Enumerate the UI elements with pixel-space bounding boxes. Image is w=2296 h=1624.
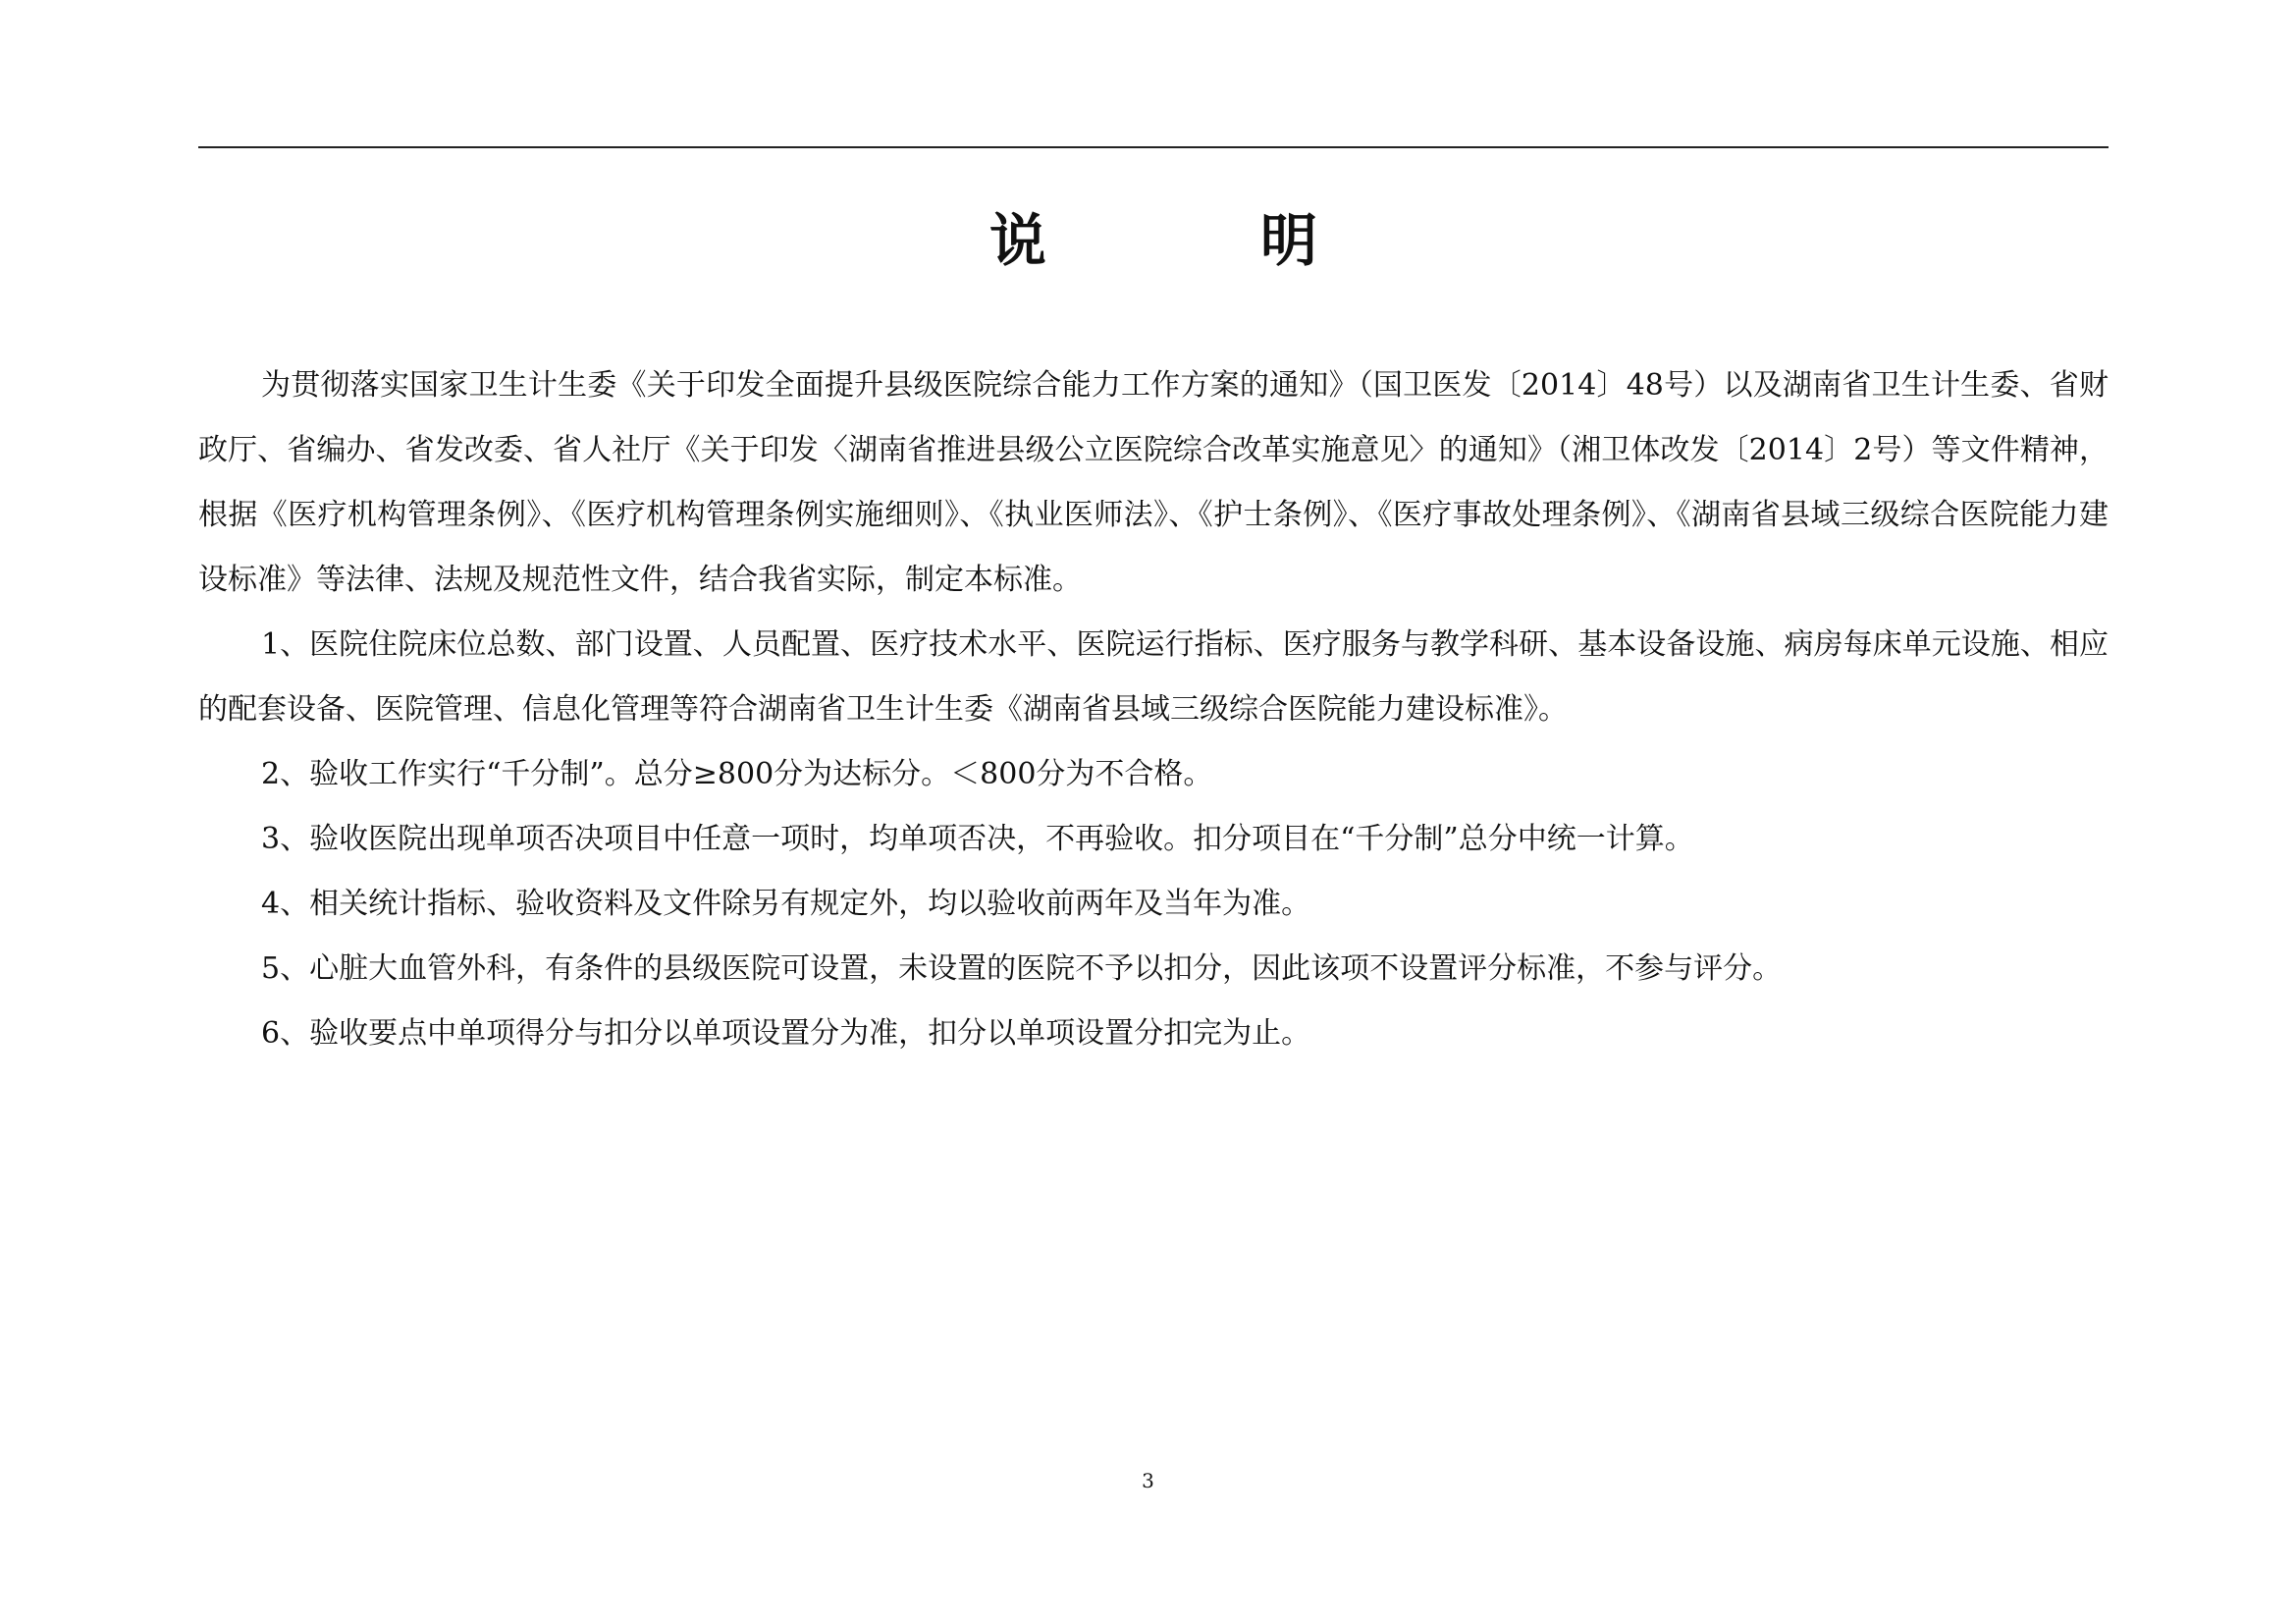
item-paragraph-6: 6、验收要点中单项得分与扣分以单项设置分为准，扣分以单项设置分扣完为止。 bbox=[261, 1016, 1311, 1051]
item-paragraph-1: 1、医院住院床位总数、部门设置、人员配置、医疗技术水平、医院运行指标、医疗服务与教学科研、基本设备设施、病房每床单元设施、相应的配套设备、医院管理、信息化管理等符合湖南省卫生计生委《湖南省县域三级综合医院能力建设标准》。 bbox=[198, 627, 2109, 727]
item-paragraph-5: 5、心脏大血管外科，有条件的县级医院可设置，未设置的医院不予以扣分，因此该项不设置评分标准，不参与评分。 bbox=[261, 951, 1783, 986]
page-title: 说 明 bbox=[988, 207, 1396, 274]
item-paragraph-4: 4、相关统计指标、验收资料及文件除另有规定外，均以验收前两年及当年为准。 bbox=[261, 887, 1311, 921]
page-number: 3 bbox=[1142, 1469, 1154, 1492]
body-text bbox=[198, 353, 2109, 1066]
item-paragraph-3: 3、验收医院出现单项否决项目中任意一项时，均单项否决，不再验收。扣分项目在“千分制”总分中统一计算。 bbox=[261, 822, 1694, 856]
header-rule bbox=[198, 146, 2109, 148]
item-paragraph-2: 2、验收工作实行“千分制”。总分≥800分为达标分。＜800分为不合格。 bbox=[261, 757, 1213, 791]
intro-paragraph: 为贯彻落实国家卫生计生委《关于印发全面提升县级医院综合能力工作方案的通知》（国卫医发〔2014〕48号）以及湖南省卫生计生委、省财政厅、省编办、省发改委、省人社厅《关于印发〈湖南省推进县级公立医院综合改革实施意见〉的通知》（湘卫体改发〔2014〕2号）等文件精神，根据《医疗机构管理条例》、《医疗机构管理条例实施细则》、《执业医师法》、《护士条例》、《医疗事故处理条例》、《湖南省县域三级综合医院能力建设标准》等法律、法规及规范性文件，结合我省实际，制定本标准。 bbox=[198, 368, 2109, 597]
